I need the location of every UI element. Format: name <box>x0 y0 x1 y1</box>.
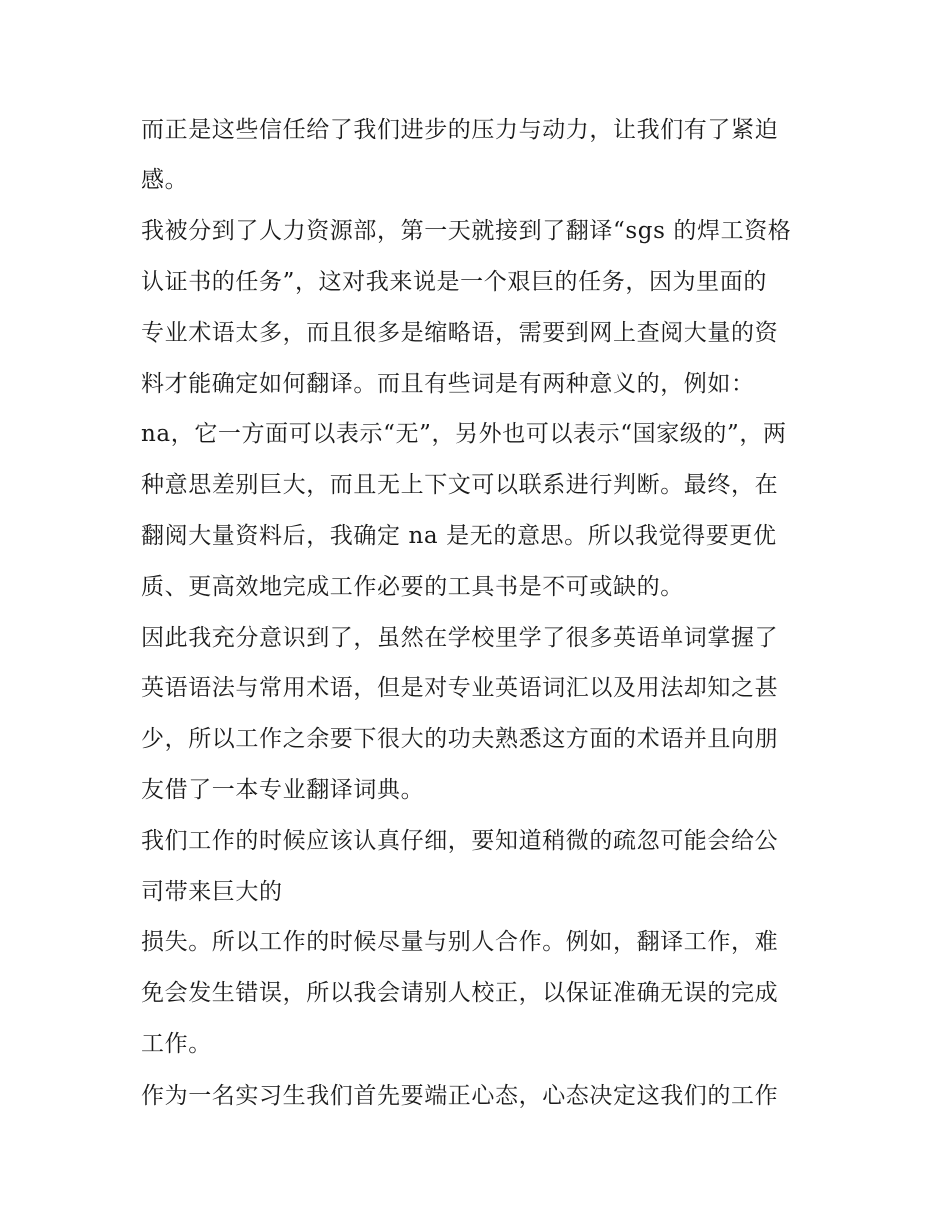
text-line: 损失。所以工作的时候尽量与别人合作。例如，翻译工作，难 <box>141 929 779 955</box>
text-line: 作为一名实习生我们首先要端正心态，心态决定这我们的工作 <box>141 1083 779 1109</box>
text-line: 少，所以工作之余要下很大的功夫熟悉这方面的术语并且向朋 <box>141 726 779 752</box>
text-line: 料才能确定如何翻译。而且有些词是有两种意义的，例如： <box>141 371 755 397</box>
text-line: 种意思差别巨大，而且无上下文可以联系进行判断。最终，在 <box>141 472 779 498</box>
text-line: 我被分到了人力资源部，第一天就接到了翻译“sgs 的焊工资格 <box>141 218 792 244</box>
text-line: 感。 <box>141 167 189 193</box>
text-line: 工作。 <box>141 1031 212 1057</box>
text-line: 司带来巨大的 <box>141 879 283 905</box>
text-line: 认证书的任务”，这对我来说是一个艰巨的任务，因为里面的 <box>141 269 767 295</box>
text-line: 友借了一本专业翻译词典。 <box>141 777 425 803</box>
text-line: 因此我充分意识到了，虽然在学校里学了很多英语单词掌握了 <box>141 625 779 651</box>
text-line: 免会发生错误，所以我会请别人校正，以保证准确无误的完成 <box>141 980 779 1006</box>
text-line: 质、更高效地完成工作必要的工具书是不可或缺的。 <box>141 574 684 600</box>
text-line: 英语语法与常用术语，但是对专业英语词汇以及用法却知之甚 <box>141 675 779 701</box>
text-line: 我们工作的时候应该认真仔细，要知道稍微的疏忽可能会给公 <box>141 828 779 854</box>
text-line: 翻阅大量资料后，我确定 na 是无的意思。所以我觉得要更优 <box>141 523 777 549</box>
text-line: na，它一方面可以表示“无”，另外也可以表示“国家级的”，两 <box>141 421 787 447</box>
text-line: 而正是这些信任给了我们进步的压力与动力，让我们有了紧迫 <box>141 117 779 143</box>
text-line: 专业术语太多，而且很多是缩略语，需要到网上查阅大量的资 <box>141 320 779 346</box>
